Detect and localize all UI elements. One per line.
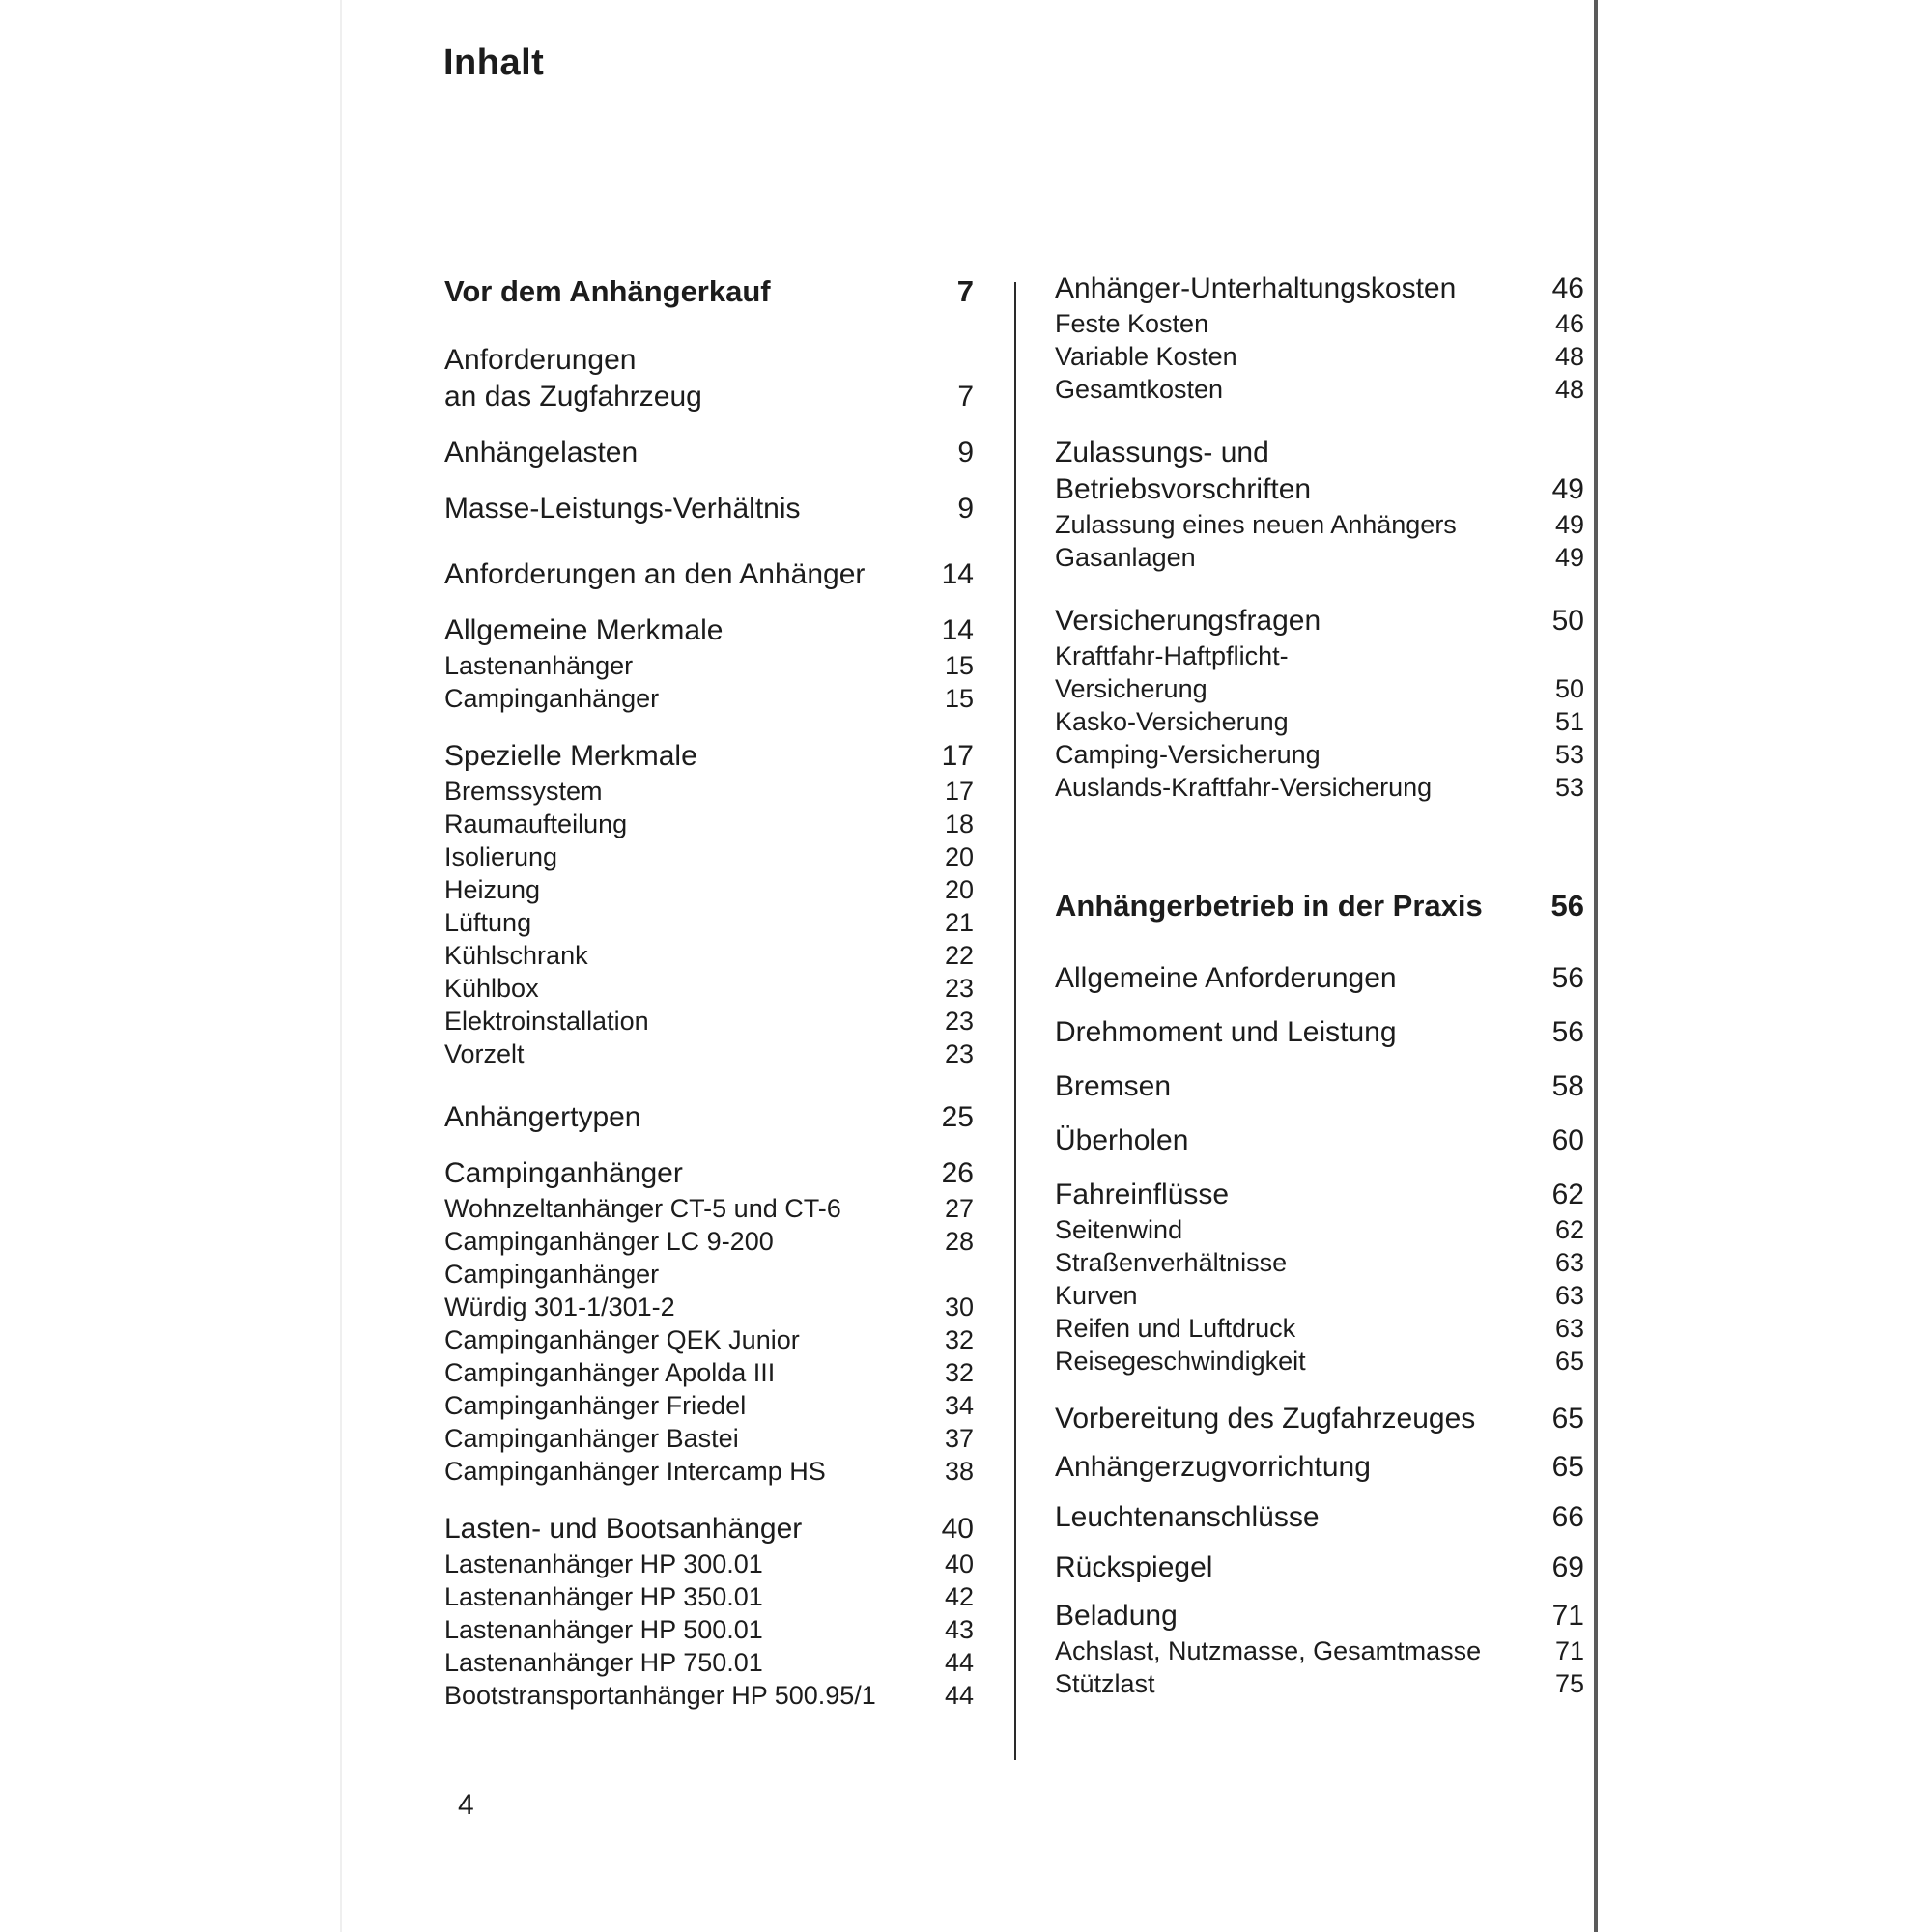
toc-entry-label: Feste Kosten (1055, 309, 1209, 338)
toc-entry-label: Campinganhänger Würdig 301-1/301-2 (444, 1260, 675, 1321)
toc-entry-page: 18 (944, 810, 974, 838)
toc-entry-label: Campinganhänger Apolda III (444, 1358, 776, 1387)
toc-entry-page: 71 (1551, 1600, 1584, 1632)
toc-entry (1055, 1312, 1584, 1345)
toc-group (1055, 1014, 1584, 1051)
toc-entry-label: Vorbereitung des Zugfahrzeuges (1055, 1403, 1476, 1435)
toc-entry-label: Rückspiegel (1055, 1551, 1213, 1583)
toc-entry (1055, 508, 1584, 541)
toc-entry-page: 49 (1551, 473, 1584, 505)
toc-entry-page: 56 (1550, 889, 1584, 923)
toc-entry (1055, 1246, 1584, 1279)
toc-entry (444, 1679, 974, 1712)
toc-entry-label: Straßenverhältnisse (1055, 1248, 1288, 1277)
toc-entry (444, 649, 974, 682)
toc-entry-label: Variable Kosten (1055, 342, 1237, 371)
toc-entry-label: Fahreinflüsse (1055, 1179, 1230, 1210)
toc-entry-label: Gasanlagen (1055, 543, 1196, 572)
toc-entry-label: Anforderungen an den Anhänger (444, 558, 866, 590)
toc-group (444, 1099, 974, 1136)
toc-group (1055, 603, 1584, 804)
toc-entry (444, 1646, 974, 1679)
toc-entry-label: Bootstransportanhänger HP 500.95/1 (444, 1681, 876, 1710)
toc-entry-page: 38 (944, 1457, 974, 1486)
toc-entry-label: Bremsen (1055, 1070, 1172, 1102)
toc-entry-page: 23 (944, 1039, 974, 1068)
toc-group (444, 556, 974, 593)
toc-entry-page: 20 (944, 875, 974, 904)
toc-entry (1055, 1667, 1584, 1700)
toc-entry (444, 1192, 974, 1225)
toc-entry-page: 46 (1551, 272, 1584, 304)
toc-entry (1055, 705, 1584, 738)
toc-group (444, 491, 974, 527)
toc-entry (1055, 1213, 1584, 1246)
toc-entry-page: 14 (941, 614, 974, 646)
toc-entry (444, 906, 974, 939)
toc-entry-label: Lastenanhänger HP 300.01 (444, 1549, 763, 1578)
toc-entry-page: 42 (944, 1582, 974, 1611)
toc-entry-page: 50 (1554, 674, 1584, 703)
toc-heading (1055, 1549, 1584, 1586)
page-number: 4 (458, 1789, 474, 1821)
toc-entry (1055, 1345, 1584, 1378)
toc-heading (444, 1099, 974, 1136)
toc-entry-label: Zulassung eines neuen Anhängers (1055, 510, 1457, 539)
toc-heading (1055, 1068, 1584, 1105)
toc-group (1055, 270, 1584, 406)
toc-section (1055, 885, 1584, 927)
toc-entry-page: 27 (944, 1194, 974, 1223)
toc-entry-page: 7 (957, 381, 974, 412)
toc-group (444, 1155, 974, 1488)
toc-heading (444, 1511, 974, 1548)
toc-entry-label: Kraftfahr-Haftpflicht- Versicherung (1055, 641, 1289, 703)
toc-entry-page: 71 (1554, 1636, 1584, 1665)
toc-group (1055, 435, 1584, 574)
toc-entry-page: 56 (1551, 1016, 1584, 1048)
toc-entry-page: 22 (944, 941, 974, 970)
toc-group (1055, 1122, 1584, 1159)
toc-entry-label: Beladung (1055, 1600, 1178, 1632)
toc-entry-label: Lastenanhänger HP 350.01 (444, 1582, 763, 1611)
toc-entry-page: 49 (1554, 543, 1584, 572)
toc-group (1055, 1177, 1584, 1378)
toc-entry (444, 1422, 974, 1455)
toc-heading (444, 342, 974, 415)
toc-entry-label: Elektroinstallation (444, 1007, 649, 1036)
toc-heading (1055, 1014, 1584, 1051)
toc-entry (444, 808, 974, 840)
toc-entry-label: Lüftung (444, 908, 532, 937)
toc-entry-page: 15 (944, 684, 974, 713)
toc-entry-page: 44 (944, 1648, 974, 1677)
toc-group (444, 1511, 974, 1712)
toc-entry-page: 28 (944, 1227, 974, 1256)
toc-entry-label: Campinganhänger Intercamp HS (444, 1457, 826, 1486)
toc-group (1055, 1598, 1584, 1700)
toc-entry-page: 40 (944, 1549, 974, 1578)
toc-heading (1055, 270, 1584, 307)
toc-entry-page: 7 (956, 274, 974, 308)
toc-entry (1055, 639, 1584, 705)
toc-entry-label: Lastenanhänger HP 750.01 (444, 1648, 763, 1677)
toc-entry-label: Vorzelt (444, 1039, 525, 1068)
toc-entry (444, 1455, 974, 1488)
toc-entry-page: 14 (941, 558, 974, 590)
toc-entry-label: Lastenanhänger (444, 651, 634, 680)
toc-entry-page: 44 (944, 1681, 974, 1710)
toc-left-column (444, 270, 974, 1712)
toc-entry-label: Anforderungen an das Zugfahrzeug (444, 344, 702, 412)
toc-entry-label: Anhängelasten (444, 437, 639, 469)
toc-entry-label: Versicherungsfragen (1055, 605, 1321, 637)
toc-entry-page: 30 (944, 1293, 974, 1321)
page-title: Inhalt (443, 43, 545, 83)
toc-entry-label: Kühlschrank (444, 941, 588, 970)
toc-entry (444, 1580, 974, 1613)
toc-entry-page: 49 (1554, 510, 1584, 539)
toc-entry-label: Heizung (444, 875, 541, 904)
toc-heading (1055, 435, 1584, 508)
toc-entry-page: 56 (1551, 962, 1584, 994)
toc-entry (444, 840, 974, 873)
toc-right-column (1055, 270, 1584, 1700)
toc-heading (1055, 603, 1584, 639)
toc-entry-page: 43 (944, 1615, 974, 1644)
toc-entry-label: Raumaufteilung (444, 810, 628, 838)
toc-entry-page: 25 (941, 1101, 974, 1133)
toc-entry-page: 62 (1554, 1215, 1584, 1244)
toc-entry-label: Camping-Versicherung (1055, 740, 1321, 769)
toc-entry-page: 63 (1554, 1248, 1584, 1277)
toc-heading (444, 738, 974, 775)
toc-heading (444, 612, 974, 649)
toc-entry (1055, 738, 1584, 771)
toc-group (1055, 1549, 1584, 1586)
toc-entry-label: Kühlbox (444, 974, 539, 1003)
toc-entry-label: Drehmoment und Leistung (1055, 1016, 1397, 1048)
toc-group (1055, 1449, 1584, 1486)
toc-entry (444, 775, 974, 808)
toc-heading (1055, 1401, 1584, 1437)
column-divider (1014, 282, 1016, 1760)
toc-entry-page: 53 (1554, 773, 1584, 802)
toc-entry-label: Bremssystem (444, 777, 603, 806)
toc-entry-label: Anhänger-Unterhaltungskosten (1055, 272, 1457, 304)
toc-entry-page: 65 (1551, 1403, 1584, 1435)
toc-entry-label: Reifen und Luftdruck (1055, 1314, 1296, 1343)
toc-entry (444, 1225, 974, 1258)
toc-entry-label: Masse-Leistungs-Verhältnis (444, 493, 801, 525)
toc-entry-label: Kurven (1055, 1281, 1138, 1310)
toc-entry (444, 873, 974, 906)
toc-entry (444, 1323, 974, 1356)
toc-entry (1055, 1634, 1584, 1667)
toc-entry-label: Gesamtkosten (1055, 375, 1224, 404)
toc-entry-label: Leuchtenanschlüsse (1055, 1501, 1320, 1533)
toc-group (444, 270, 974, 313)
toc-entry-label: Campinganhänger (444, 1157, 683, 1189)
toc-section (444, 270, 974, 313)
toc-entry-page: 17 (944, 777, 974, 806)
toc-entry-label: Kasko-Versicherung (1055, 707, 1289, 736)
toc-entry (1055, 541, 1584, 574)
toc-entry (1055, 373, 1584, 406)
toc-entry-page: 65 (1551, 1451, 1584, 1483)
toc-entry-page: 48 (1554, 375, 1584, 404)
toc-entry-label: Vor dem Anhängerkauf (444, 274, 771, 308)
toc-heading (1055, 1449, 1584, 1486)
toc-entry (444, 1037, 974, 1070)
toc-group (1055, 1401, 1584, 1437)
toc-entry-page: 66 (1551, 1501, 1584, 1533)
toc-entry (1055, 307, 1584, 340)
toc-group (444, 342, 974, 415)
toc-entry-page: 46 (1554, 309, 1584, 338)
toc-entry-label: Campinganhänger (444, 684, 660, 713)
toc-entry-page: 75 (1554, 1669, 1584, 1698)
toc-group (1055, 1068, 1584, 1105)
toc-entry-label: Zulassungs- und Betriebsvorschriften (1055, 437, 1312, 505)
toc-entry (444, 682, 974, 715)
toc-entry-page: 26 (941, 1157, 974, 1189)
toc-entry-label: Anhängerbetrieb in der Praxis (1055, 889, 1483, 923)
toc-entry-page: 34 (944, 1391, 974, 1420)
toc-entry-label: Lasten- und Bootsanhänger (444, 1513, 803, 1545)
toc-entry-label: Campinganhänger Friedel (444, 1391, 747, 1420)
toc-group (1055, 885, 1584, 927)
toc-entry-label: Stützlast (1055, 1669, 1155, 1698)
toc-entry (1055, 340, 1584, 373)
toc-entry-label: Wohnzeltanhänger CT-5 und CT-6 (444, 1194, 841, 1223)
toc-entry-page: 23 (944, 1007, 974, 1036)
toc-entry-label: Anhängertypen (444, 1101, 641, 1133)
toc-entry-page: 17 (941, 740, 974, 772)
toc-group (444, 435, 974, 471)
toc-entry (1055, 1279, 1584, 1312)
toc-entry-label: Isolierung (444, 842, 558, 871)
toc-entry-label: Achslast, Nutzmasse, Gesamtmasse (1055, 1636, 1482, 1665)
toc-entry-page: 65 (1554, 1347, 1584, 1376)
binding-edge (340, 0, 342, 1932)
toc-entry (444, 939, 974, 972)
toc-heading (444, 1155, 974, 1192)
toc-heading (1055, 960, 1584, 997)
toc-group (1055, 960, 1584, 997)
toc-entry-page: 69 (1551, 1551, 1584, 1583)
toc-entry-page: 9 (957, 493, 974, 525)
toc-entry (444, 1356, 974, 1389)
toc-entry-page: 37 (944, 1424, 974, 1453)
toc-entry-label: Lastenanhänger HP 500.01 (444, 1615, 763, 1644)
toc-entry-label: Campinganhänger QEK Junior (444, 1325, 800, 1354)
toc-entry-label: Seitenwind (1055, 1215, 1183, 1244)
toc-entry-label: Campinganhänger LC 9-200 (444, 1227, 774, 1256)
toc-entry-page: 50 (1551, 605, 1584, 637)
toc-entry (1055, 771, 1584, 804)
toc-entry-page: 21 (944, 908, 974, 937)
toc-heading (1055, 1598, 1584, 1634)
toc-heading (1055, 1177, 1584, 1213)
toc-group (444, 738, 974, 1070)
toc-entry-page: 60 (1551, 1124, 1584, 1156)
toc-entry-page: 51 (1554, 707, 1584, 736)
toc-entry (444, 972, 974, 1005)
toc-entry-label: Allgemeine Merkmale (444, 614, 724, 646)
toc-entry-page: 62 (1551, 1179, 1584, 1210)
toc-group (444, 612, 974, 715)
toc-group (1055, 1499, 1584, 1536)
toc-entry-page: 40 (941, 1513, 974, 1545)
page-edge-shadow (1594, 0, 1932, 1932)
toc-entry-page: 9 (957, 437, 974, 469)
toc-heading (444, 556, 974, 593)
toc-heading (444, 491, 974, 527)
toc-entry (444, 1389, 974, 1422)
toc-entry-page: 63 (1554, 1314, 1584, 1343)
toc-entry-page: 20 (944, 842, 974, 871)
toc-entry (444, 1548, 974, 1580)
toc-entry-page: 23 (944, 974, 974, 1003)
toc-entry-page: 53 (1554, 740, 1584, 769)
toc-heading (444, 435, 974, 471)
toc-entry-page: 32 (944, 1358, 974, 1387)
toc-entry-label: Reisegeschwindigkeit (1055, 1347, 1306, 1376)
toc-entry (444, 1613, 974, 1646)
toc-entry-page: 58 (1551, 1070, 1584, 1102)
toc-entry-label: Anhängerzugvorrichtung (1055, 1451, 1371, 1483)
toc-entry-label: Überholen (1055, 1124, 1189, 1156)
toc-entry-page: 32 (944, 1325, 974, 1354)
toc-entry-page: 15 (944, 651, 974, 680)
toc-entry-label: Auslands-Kraftfahr-Versicherung (1055, 773, 1433, 802)
toc-entry-label: Allgemeine Anforderungen (1055, 962, 1397, 994)
toc-entry (444, 1258, 974, 1323)
toc-entry-page: 63 (1554, 1281, 1584, 1310)
toc-entry-label: Campinganhänger Bastei (444, 1424, 739, 1453)
toc-heading (1055, 1122, 1584, 1159)
toc-entry-label: Spezielle Merkmale (444, 740, 697, 772)
toc-entry-page: 48 (1554, 342, 1584, 371)
toc-heading (1055, 1499, 1584, 1536)
toc-entry (444, 1005, 974, 1037)
